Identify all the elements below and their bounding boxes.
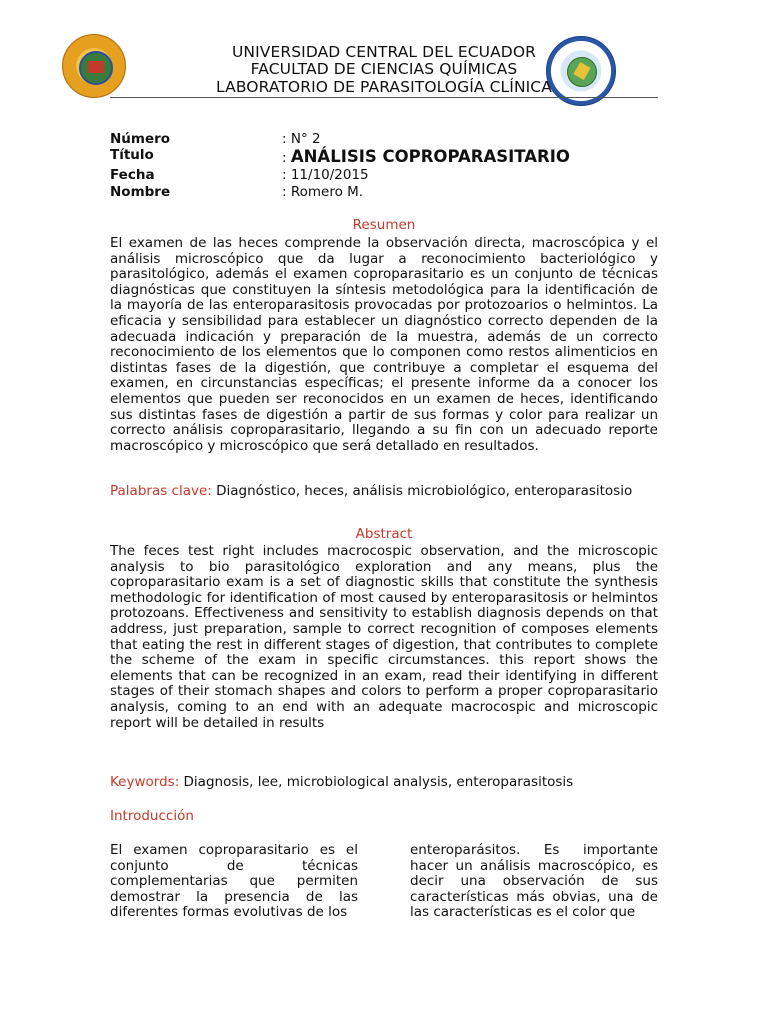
resumen-title: Resumen <box>352 217 416 233</box>
palabras-clave-text: Diagnóstico, heces, análisis microbiológico, enteroparasitosio <box>211 483 633 499</box>
resumen-text: El examen de las heces comprende la observación directa, macroscópica y el análisis microscópico que da lugar a reconocimiento bacteriológico y parasitológico, además el examen coproparasitario es un conjunto de técnicas diagnósticas que constituyen la síntesis metodológica para la identificación de la mayoría de las enteroparasitosis provocadas por protozoarios o helmintos. La eficacia y sensibilidad para establecer un diagnóstico correcto dependen de la adecuada indicación y preparación de la muestra, además de un correcto reconocimiento de los elementos que lo componen como restos alimenticios en distintas fases de la digestión, que contribuye a completar el esquema del examen, en circunstancias específicas; el presente informe da a conocer los elementos que pueden ser reconocidos en un examen de heces, identificando sus distintas fases de digestión a partir de sus formas y color para realizar un correcto análisis coproparasitario, llegando a su fin con un adecuado reporte macroscópico y microscópico que será detallado en resultados. <box>110 235 658 454</box>
header-divider <box>110 97 658 98</box>
keywords-label: Keywords: <box>110 774 180 790</box>
introduccion-column-left: El examen coproparasitario es el conjunto de técnicas complementarias que permiten demostrar la presencia de las diferentes formas evolutivas de los <box>110 842 358 921</box>
keywords <box>110 774 658 791</box>
header-faculty: FACULTAD DE CIENCIAS QUÍMICAS <box>250 60 518 78</box>
abstract-text: The feces test right includes macrocospic observation, and the microscopic analysis to bio parasitológico exploration and any means, plus the coproparasitario exam is a set of diagnostic skills that constitute the synthesis methodologic for identification of most caused by enteroparasitosis or helmintos protozoans. Effectiveness and sensitivity to establish diagnosis depends on that address, just preparation, sample to correct recognition of composes elements that eating the rest in different stages of digestion, that contributes to complete the scheme of the exam in specific circumstances. this report shows the elements that can be recognized in an exam, read their identifying in different stages of their stomach shapes and colors to perform a proper coproparasitario analysis, coming to an end with an adequate macrocospic and microscopic report will be detailed in results <box>110 543 658 731</box>
titulo-value: ANÁLISIS COPROPARASITARIO <box>290 147 570 166</box>
nombre-value: : Romero M. <box>282 184 364 200</box>
numero-label: Número <box>110 131 171 147</box>
keywords-text: Diagnosis, lee, microbiological analysis, enteroparasitosis <box>179 774 574 790</box>
fecha-label: Fecha <box>110 167 155 183</box>
header-laboratory: LABORATORIO DE PARASITOLOGÍA CLÍNICA <box>216 78 552 96</box>
palabras-clave-label: Palabras clave: <box>110 483 212 499</box>
palabras-clave <box>110 483 658 500</box>
titulo-label: Título <box>110 147 154 163</box>
titulo-colon: : <box>282 150 291 166</box>
introduccion-title: Introducción <box>110 808 194 824</box>
document-header <box>110 38 658 98</box>
nombre-label: Nombre <box>110 184 171 200</box>
header-university: UNIVERSIDAD CENTRAL DEL ECUADOR <box>231 43 537 61</box>
titulo-value-wrap <box>282 147 570 166</box>
abstract-title: Abstract <box>355 526 413 542</box>
numero-value: : N° 2 <box>282 131 321 147</box>
fecha-value: : 11/10/2015 <box>282 167 369 183</box>
introduccion-column-right: enteroparásitos. Es importante hacer un análisis macroscópico, es decir una observación de sus características más obvias, una de las características es el color que <box>410 842 658 921</box>
